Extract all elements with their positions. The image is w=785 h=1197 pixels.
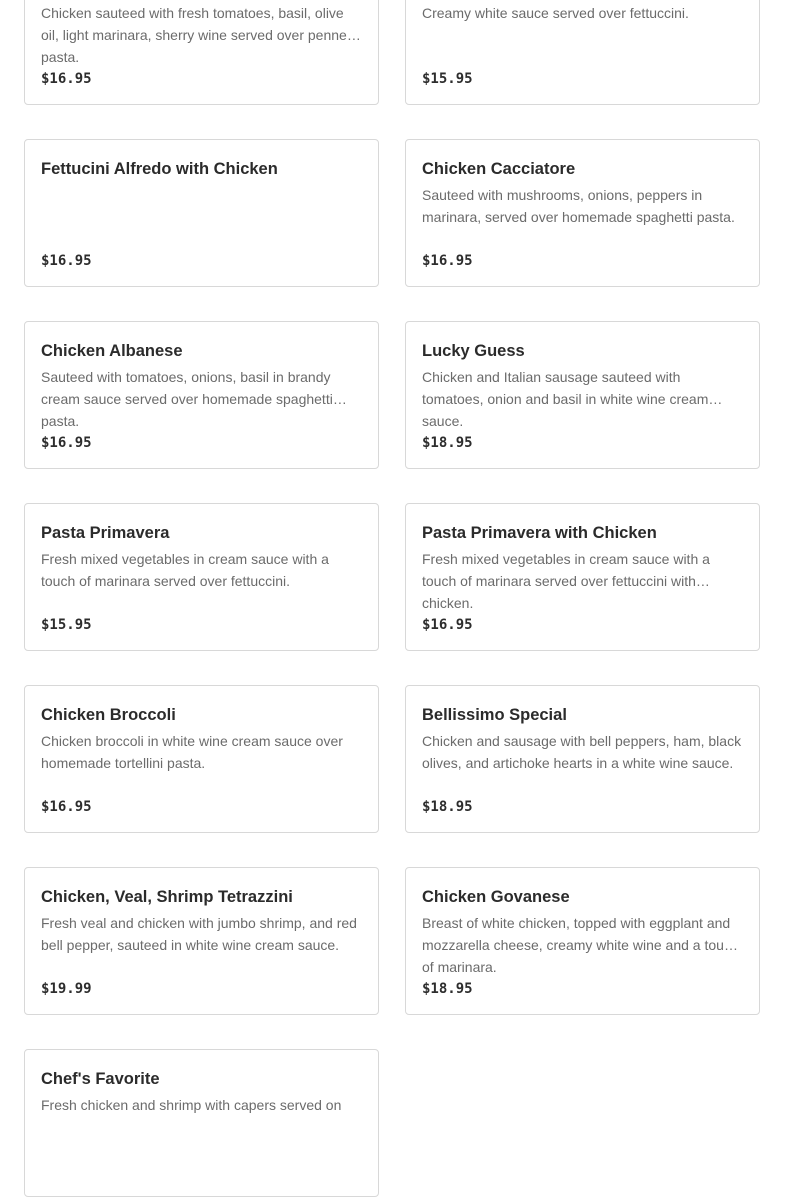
menu-item-price: $16.95 (41, 435, 92, 451)
menu-item-card[interactable] (24, 867, 379, 1015)
menu-item-price: $16.95 (422, 253, 473, 269)
menu-item-price: $18.95 (422, 799, 473, 815)
menu-item-name: Pasta Primavera with Chicken (422, 524, 657, 542)
menu-item-price: $16.95 (41, 799, 92, 815)
menu-item-card[interactable] (24, 139, 379, 287)
menu-item-description: Sauteed with mushrooms, onions, peppers in marinara, served over homemade spaghetti pasta. (422, 187, 735, 225)
menu-item-description: Chicken broccoli in white wine cream sauce over homemade tortellini pasta. (41, 733, 343, 771)
menu-item-card[interactable] (405, 685, 760, 833)
menu-item-description: Chicken and Italian sausage sauteed with tomatoes, onion and basil in white wine cream sauce. (422, 369, 709, 429)
menu-item-description: Sauteed with tomatoes, onions, basil in brandy cream sauce served over homemade spaghetti pasta. (41, 369, 333, 429)
menu-item-description: Fresh mixed vegetables in cream sauce with a touch of marinara served over fettuccini. (41, 551, 329, 589)
menu-item-description: Chicken and sausage with bell peppers, ham, black olives, and artichoke hearts in a white wine sauce. (422, 733, 742, 771)
menu-item-card[interactable] (405, 867, 760, 1015)
menu-item-price: $16.95 (41, 71, 92, 87)
menu-item-price: $18.95 (422, 981, 473, 997)
menu-item-price: $16.95 (422, 617, 473, 633)
menu-item-name: Lucky Guess (422, 342, 525, 360)
menu-item-name: Bellissimo Special (422, 706, 567, 724)
menu-item-description: Breast of white chicken, topped with eggplant and mozzarella cheese, creamy white wine and a touch of marinara. (422, 915, 739, 975)
menu-item-card[interactable] (24, 685, 379, 833)
menu-item-card[interactable] (24, 321, 379, 469)
menu-item-name: Chicken Albanese (41, 342, 183, 360)
menu-item-description: Creamy white sauce served over fettuccini. (422, 5, 689, 21)
menu-item-name: Fettucini Alfredo with Chicken (41, 160, 278, 178)
menu-item-name: Chef's Favorite (41, 1070, 160, 1088)
menu-item-card[interactable] (24, 503, 379, 651)
menu-item-description: Fresh veal and chicken with jumbo shrimp, and red bell pepper, sauteed in white wine cream sauce. (41, 915, 357, 953)
menu-item-name: Pasta Primavera (41, 524, 170, 542)
menu-item-description: Fresh mixed vegetables in cream sauce with a touch of marinara served over fettuccini with chicken. (422, 551, 710, 611)
menu-item-price: $16.95 (41, 253, 92, 269)
menu-item-card[interactable] (405, 139, 760, 287)
menu-item-description: Chicken sauteed with fresh tomatoes, basil, olive oil, light marinara, sherry wine served over penne pasta. (41, 5, 347, 65)
menu-item-card[interactable] (405, 321, 760, 469)
menu-item-card[interactable] (405, 0, 760, 105)
menu-item-name: Chicken Govanese (422, 888, 570, 906)
menu-item-name: Chicken, Veal, Shrimp Tetrazzini (41, 888, 293, 906)
menu-item-price: $18.95 (422, 435, 473, 451)
menu-item-name: Chicken Cacciatore (422, 160, 576, 178)
menu-item-name: Chicken Broccoli (41, 706, 176, 724)
menu-item-card[interactable] (405, 503, 760, 651)
menu-item-card[interactable] (24, 1049, 379, 1197)
menu-item-description: Fresh chicken and shrimp with capers served on (41, 1097, 342, 1113)
menu-item-price: $15.95 (41, 617, 92, 633)
menu-item-price: $19.99 (41, 981, 92, 997)
menu-item-card[interactable] (24, 0, 379, 105)
menu-item-price: $15.95 (422, 71, 473, 87)
